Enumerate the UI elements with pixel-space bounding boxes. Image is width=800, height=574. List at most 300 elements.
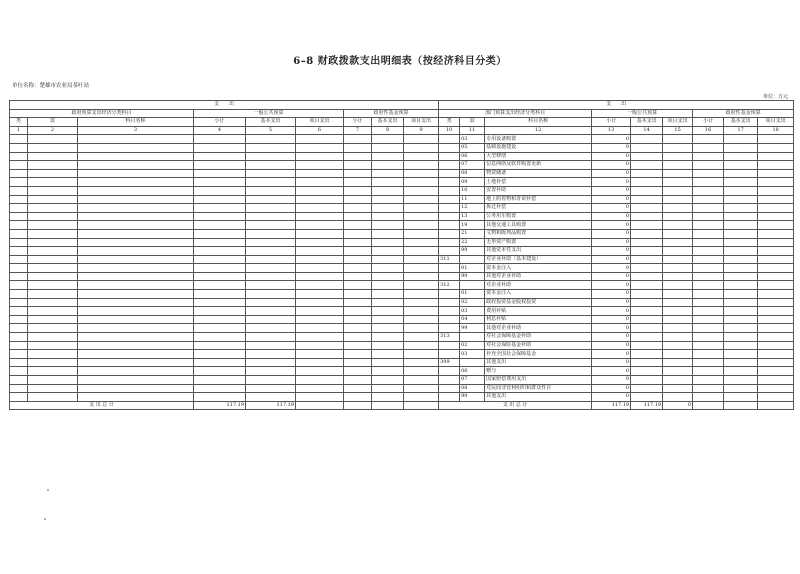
subtotal-cell: 0 <box>592 195 631 204</box>
table-cell <box>404 229 439 238</box>
table-cell <box>78 341 194 350</box>
total-left-fund-basic <box>372 401 404 410</box>
lei-cell <box>439 186 460 195</box>
subtotal-cell: 0 <box>592 247 631 256</box>
table-cell <box>372 204 404 213</box>
table-cell <box>246 264 296 273</box>
table-cell <box>78 212 194 221</box>
table-cell <box>10 195 28 204</box>
table-cell <box>631 135 663 144</box>
table-cell <box>296 384 344 393</box>
table-cell <box>28 229 78 238</box>
table-cell <box>631 350 663 359</box>
table-cell <box>28 264 78 273</box>
table-cell <box>693 307 724 316</box>
table-cell <box>78 384 194 393</box>
table-cell <box>344 350 372 359</box>
table-cell <box>78 238 194 247</box>
table-cell <box>78 281 194 290</box>
table-cell <box>296 238 344 247</box>
table-cell <box>404 264 439 273</box>
table-cell <box>372 238 404 247</box>
table-cell <box>194 384 246 393</box>
column-number: 6 <box>296 126 344 135</box>
table-cell <box>372 229 404 238</box>
table-cell <box>78 152 194 161</box>
lei-cell <box>439 143 460 152</box>
table-cell <box>724 333 758 342</box>
table-cell <box>758 212 794 221</box>
table-cell <box>10 186 28 195</box>
general-public-right-header: 一般公共预算 <box>592 109 693 118</box>
table-cell <box>246 341 296 350</box>
table-row <box>10 376 794 385</box>
table-cell <box>10 358 28 367</box>
table-cell <box>296 358 344 367</box>
table-cell <box>631 358 663 367</box>
table-cell <box>10 350 28 359</box>
table-cell <box>344 195 372 204</box>
table-cell <box>28 247 78 256</box>
table-cell <box>194 350 246 359</box>
kuan-cell: 01 <box>460 290 485 299</box>
table-cell <box>758 161 794 170</box>
total-left-fund-project <box>404 401 439 410</box>
table-cell <box>246 333 296 342</box>
column-number: 3 <box>78 126 194 135</box>
kuan-cell: 03 <box>460 350 485 359</box>
table-cell <box>78 290 194 299</box>
table-cell <box>724 393 758 402</box>
project-header: 项目支出 <box>404 118 439 127</box>
table-cell <box>194 376 246 385</box>
table-cell <box>194 169 246 178</box>
table-cell <box>372 324 404 333</box>
table-row <box>10 393 794 402</box>
table-cell <box>631 152 663 161</box>
table-cell <box>10 247 28 256</box>
table-row <box>10 221 794 230</box>
lei-header: 类 <box>10 118 28 127</box>
table-cell <box>693 238 724 247</box>
table-cell <box>663 281 693 290</box>
table-cell <box>724 290 758 299</box>
table-cell <box>296 367 344 376</box>
table-cell <box>724 298 758 307</box>
kuan-cell: 08 <box>460 384 485 393</box>
subtotal-cell: 0 <box>592 238 631 247</box>
table-row <box>10 350 794 359</box>
table-row <box>10 143 794 152</box>
table-cell <box>10 393 28 402</box>
subtotal-cell: 0 <box>592 186 631 195</box>
table-cell <box>724 384 758 393</box>
table-row <box>10 367 794 376</box>
basic-header: 基本支出 <box>631 118 663 127</box>
table-cell <box>344 178 372 187</box>
table-cell <box>78 229 194 238</box>
table-cell <box>631 298 663 307</box>
currency-unit: 单位：万元 <box>762 94 788 100</box>
table-cell <box>758 298 794 307</box>
table-cell <box>372 178 404 187</box>
lei-cell: 311 <box>439 255 460 264</box>
table-cell <box>28 152 78 161</box>
column-number: 2 <box>28 126 78 135</box>
table-cell <box>724 186 758 195</box>
table-cell <box>344 358 372 367</box>
table-cell <box>28 281 78 290</box>
table-cell <box>404 135 439 144</box>
table-cell <box>631 290 663 299</box>
subject-name-cell: 物资储备 <box>485 169 592 178</box>
table-cell <box>10 238 28 247</box>
table-cell <box>344 186 372 195</box>
table-cell <box>404 238 439 247</box>
table-cell <box>663 161 693 170</box>
table-cell <box>663 169 693 178</box>
table-cell <box>78 186 194 195</box>
table-cell <box>631 161 663 170</box>
table-cell <box>372 333 404 342</box>
table-cell <box>404 298 439 307</box>
table-cell <box>10 281 28 290</box>
lei-cell <box>439 290 460 299</box>
table-cell <box>724 367 758 376</box>
table-cell <box>724 221 758 230</box>
subtotal-cell: 0 <box>592 204 631 213</box>
table-cell <box>28 341 78 350</box>
subtotal-cell: 0 <box>592 212 631 221</box>
table-cell <box>194 212 246 221</box>
column-number: 7 <box>344 126 372 135</box>
table-cell <box>246 281 296 290</box>
table-cell <box>194 264 246 273</box>
kuan-cell: 21 <box>460 229 485 238</box>
table-cell <box>631 315 663 324</box>
table-cell <box>693 195 724 204</box>
table-cell <box>28 169 78 178</box>
table-cell <box>404 341 439 350</box>
table-cell <box>78 195 194 204</box>
table-cell <box>404 212 439 221</box>
lei-cell <box>439 307 460 316</box>
table-cell <box>28 195 78 204</box>
subtotal-cell: 0 <box>592 152 631 161</box>
table-cell <box>693 290 724 299</box>
table-cell <box>10 315 28 324</box>
subject-name-cell: 拆迁补偿 <box>485 204 592 213</box>
lei-cell <box>439 324 460 333</box>
table-cell <box>246 204 296 213</box>
subject-name-cell: 地上附着物和青苗补偿 <box>485 195 592 204</box>
table-cell <box>758 264 794 273</box>
subject-name-cell: 土地补偿 <box>485 178 592 187</box>
table-cell <box>194 161 246 170</box>
table-cell <box>344 393 372 402</box>
table-cell <box>194 281 246 290</box>
table-cell <box>344 367 372 376</box>
column-number: 4 <box>194 126 246 135</box>
table-cell <box>663 152 693 161</box>
table-cell <box>724 247 758 256</box>
subtotal-cell: 0 <box>592 272 631 281</box>
table-cell <box>404 255 439 264</box>
gov-fund-right-header: 政府性基金预算 <box>693 109 794 118</box>
table-cell <box>693 152 724 161</box>
kuan-cell: 11 <box>460 195 485 204</box>
subtotal-cell: 0 <box>592 315 631 324</box>
table-row <box>10 324 794 333</box>
table-cell <box>663 290 693 299</box>
table-cell <box>693 143 724 152</box>
table-cell <box>10 212 28 221</box>
table-cell <box>631 281 663 290</box>
project-header: 项目支出 <box>758 118 794 127</box>
table-cell <box>758 204 794 213</box>
gov-fund-left-header: 政府性基金预算 <box>344 109 439 118</box>
subtotal-cell: 0 <box>592 161 631 170</box>
table-cell <box>724 152 758 161</box>
table-cell <box>246 247 296 256</box>
table-cell <box>631 221 663 230</box>
total-label-left: 支 出 总 计 <box>10 401 194 410</box>
table-row <box>10 281 794 290</box>
table-cell <box>404 195 439 204</box>
table-cell <box>296 350 344 359</box>
table-cell <box>404 152 439 161</box>
table-cell <box>246 367 296 376</box>
scan-speck <box>44 518 46 520</box>
lei-cell <box>439 195 460 204</box>
table-cell <box>631 195 663 204</box>
basic-header: 基本支出 <box>372 118 404 127</box>
table-cell <box>372 161 404 170</box>
lei-cell <box>439 393 460 402</box>
table-cell <box>246 178 296 187</box>
table-cell <box>246 135 296 144</box>
table-cell <box>663 212 693 221</box>
column-number: 12 <box>485 126 592 135</box>
table-cell <box>10 161 28 170</box>
table-cell <box>758 255 794 264</box>
subtotal-header: 小计 <box>592 118 631 127</box>
table-cell <box>194 272 246 281</box>
lei-cell <box>439 264 460 273</box>
table-cell <box>693 247 724 256</box>
lei-cell <box>439 238 460 247</box>
table-cell <box>404 290 439 299</box>
table-cell <box>404 143 439 152</box>
table-cell <box>663 178 693 187</box>
table-cell <box>631 247 663 256</box>
subject-name-cell: 对企业补助（基本建设） <box>485 255 592 264</box>
subtotal-cell: 0 <box>592 298 631 307</box>
table-cell <box>344 333 372 342</box>
table-cell <box>631 307 663 316</box>
table-cell <box>693 221 724 230</box>
table-cell <box>28 238 78 247</box>
table-cell <box>372 152 404 161</box>
subtotal-cell: 0 <box>592 307 631 316</box>
table-cell <box>693 341 724 350</box>
table-cell <box>758 341 794 350</box>
table-cell <box>693 169 724 178</box>
subject-name-cell: 安置补助 <box>485 186 592 195</box>
table-cell <box>724 376 758 385</box>
table-cell <box>10 290 28 299</box>
column-number: 8 <box>372 126 404 135</box>
kuan-header: 款 <box>28 118 78 127</box>
dept-budget-class-header: 部门预算支出经济分类科目 <box>439 109 592 118</box>
table-cell <box>344 143 372 152</box>
table-cell <box>663 238 693 247</box>
subject-name-cell: 对民间非营利组织和群众性自 <box>485 384 592 393</box>
table-cell <box>194 186 246 195</box>
table-cell <box>663 204 693 213</box>
table-cell <box>372 307 404 316</box>
table-cell <box>372 255 404 264</box>
kuan-cell: 99 <box>460 247 485 256</box>
left-group-header: 支 出 <box>10 101 439 110</box>
table-cell <box>296 255 344 264</box>
kuan-cell: 03 <box>460 307 485 316</box>
table-cell <box>296 376 344 385</box>
table-cell <box>693 229 724 238</box>
project-header: 项目支出 <box>663 118 693 127</box>
table-cell <box>404 376 439 385</box>
total-left-project <box>296 401 344 410</box>
header-row-group <box>10 101 794 110</box>
table-row <box>10 135 794 144</box>
table-cell <box>663 315 693 324</box>
table-cell <box>28 367 78 376</box>
table-cell <box>10 298 28 307</box>
table-row <box>10 384 794 393</box>
table-cell <box>693 324 724 333</box>
table-cell <box>246 238 296 247</box>
column-number: 16 <box>693 126 724 135</box>
table-cell <box>631 384 663 393</box>
table-body <box>10 135 794 401</box>
total-right-subtotal: 117.19 <box>592 401 631 410</box>
table-row <box>10 264 794 273</box>
table-cell <box>344 384 372 393</box>
table-row <box>10 152 794 161</box>
table-cell <box>296 212 344 221</box>
column-number-row <box>10 126 794 135</box>
table-cell <box>28 358 78 367</box>
table-cell <box>78 333 194 342</box>
subject-name-cell: 费用补贴 <box>485 307 592 316</box>
table-cell <box>631 169 663 178</box>
table-row <box>10 178 794 187</box>
lei-cell <box>439 350 460 359</box>
kuan-cell: 99 <box>460 324 485 333</box>
table-cell <box>663 186 693 195</box>
table-cell <box>758 324 794 333</box>
table-cell <box>246 161 296 170</box>
table-cell <box>10 152 28 161</box>
table-cell <box>246 195 296 204</box>
table-cell <box>758 367 794 376</box>
table-cell <box>246 324 296 333</box>
table-cell <box>404 333 439 342</box>
kuan-cell: 12 <box>460 204 485 213</box>
table-cell <box>78 178 194 187</box>
table-cell <box>404 324 439 333</box>
column-number: 17 <box>724 126 758 135</box>
subject-name-cell: 国家赔偿费用支出 <box>485 376 592 385</box>
table-cell <box>404 161 439 170</box>
total-right-basic: 117.19 <box>631 401 663 410</box>
table-cell <box>246 221 296 230</box>
table-cell <box>194 315 246 324</box>
table-cell <box>194 238 246 247</box>
table-cell <box>758 376 794 385</box>
table-row <box>10 307 794 316</box>
lei-cell <box>439 169 460 178</box>
table-row <box>10 333 794 342</box>
table-cell <box>724 161 758 170</box>
table-cell <box>663 195 693 204</box>
table-cell <box>631 324 663 333</box>
table-cell <box>724 143 758 152</box>
table-cell <box>631 341 663 350</box>
table-cell <box>663 384 693 393</box>
table-cell <box>10 221 28 230</box>
subtotal-cell: 0 <box>592 324 631 333</box>
table-cell <box>663 367 693 376</box>
table-cell <box>758 384 794 393</box>
lei-cell <box>439 384 460 393</box>
table-cell <box>296 264 344 273</box>
table-cell <box>78 264 194 273</box>
table-cell <box>758 307 794 316</box>
table-cell <box>693 384 724 393</box>
table-cell <box>758 290 794 299</box>
table-cell <box>78 169 194 178</box>
table-cell <box>296 152 344 161</box>
subject-name-cell: 其他支出 <box>485 358 592 367</box>
table-cell <box>194 307 246 316</box>
lei-cell <box>439 212 460 221</box>
subtotal-header: 小计 <box>693 118 724 127</box>
table-cell <box>693 272 724 281</box>
subtotal-cell: 0 <box>592 229 631 238</box>
table-cell <box>663 143 693 152</box>
page-title: 6–8 财政拨款支出明细表（按经济科目分类） <box>293 56 507 67</box>
table-cell <box>344 298 372 307</box>
table-cell <box>404 358 439 367</box>
subject-name-cell: 其他对企业补助 <box>485 324 592 333</box>
unit-name: 单位名称：楚雄市农业局茶叶站 <box>12 83 90 89</box>
table-cell <box>372 393 404 402</box>
table-cell <box>758 350 794 359</box>
table-cell <box>296 315 344 324</box>
table-cell <box>10 178 28 187</box>
table-row <box>10 161 794 170</box>
table-cell <box>10 229 28 238</box>
table-cell <box>10 384 28 393</box>
subtotal-cell: 0 <box>592 376 631 385</box>
table-cell <box>344 212 372 221</box>
lei-cell <box>439 161 460 170</box>
table-row <box>10 195 794 204</box>
subtotal-cell: 0 <box>592 290 631 299</box>
kuan-cell: 02 <box>460 298 485 307</box>
table-cell <box>10 143 28 152</box>
